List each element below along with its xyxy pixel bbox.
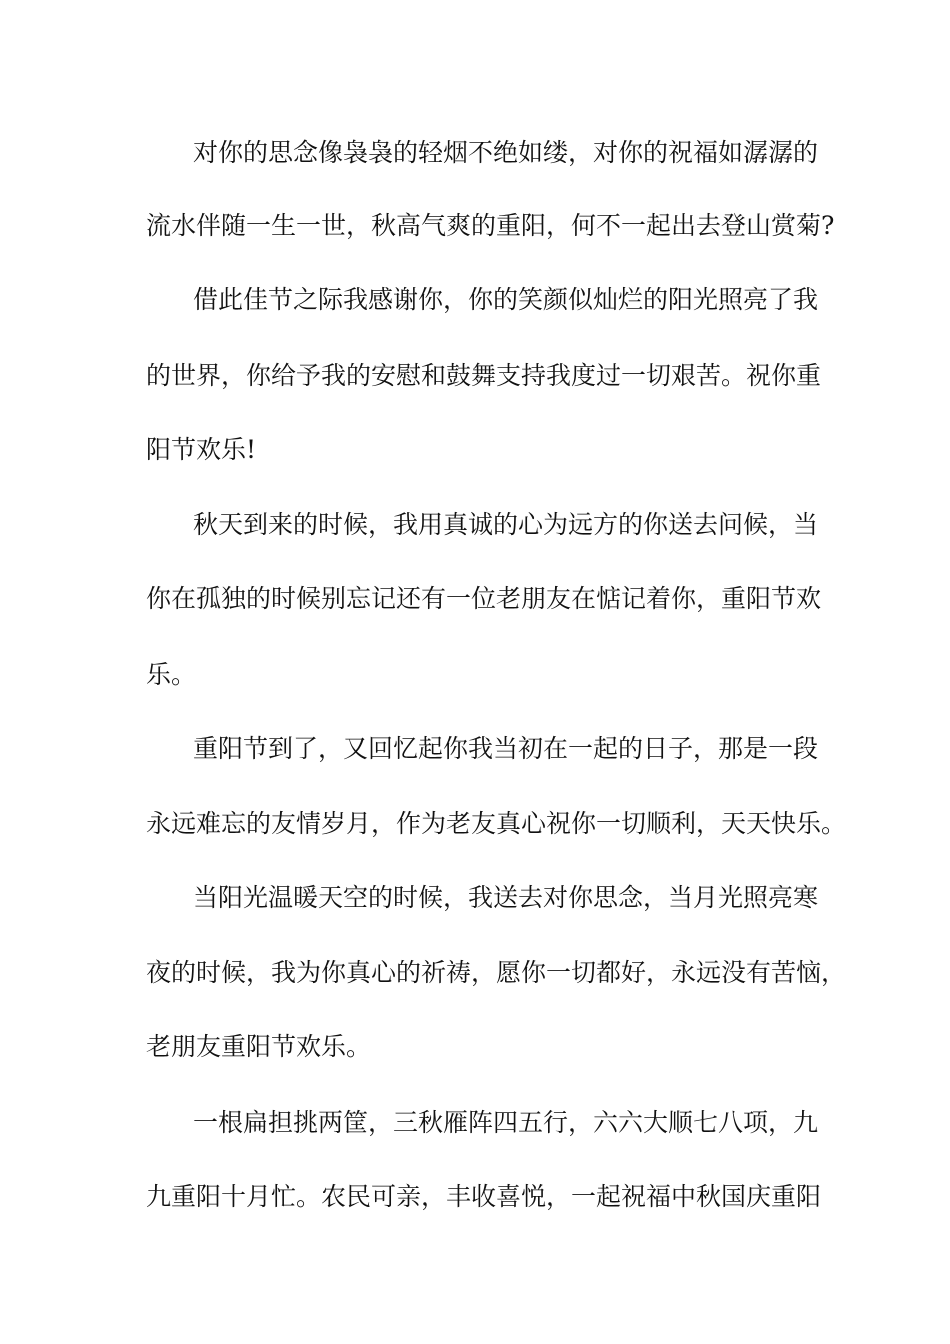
paragraph-5-line-3: 老朋友重阳节欢乐。 (146, 1032, 372, 1061)
paragraph-4-line-1: 重阳节到了，又回忆起你我当初在一起的日子，那是一段 (193, 734, 819, 763)
paragraph-3-line-2: 你在孤独的时候别忘记还有一位老朋友在惦记着你，重阳节欢 (146, 584, 822, 613)
paragraph-4-line-2: 永远难忘的友情岁月，作为老友真心祝你一切顺利，天天快乐。 (146, 809, 847, 838)
paragraph-6-line-2: 九重阳十月忙。农民可亲，丰收喜悦，一起祝福中秋国庆重阳 (146, 1182, 822, 1211)
paragraph-1-line-1: 对你的思念像袅袅的轻烟不绝如缕，对你的祝福如潺潺的 (193, 138, 819, 167)
paragraph-2-line-1: 借此佳节之际我感谢你，你的笑颜似灿烂的阳光照亮了我 (193, 285, 819, 314)
paragraph-2-line-3: 阳节欢乐! (146, 435, 257, 464)
paragraph-3-line-1: 秋天到来的时候，我用真诚的心为远方的你送去问候，当 (193, 510, 819, 539)
paragraph-5-line-2: 夜的时候，我为你真心的祈祷，愿你一切都好，永远没有苦恼， (146, 958, 847, 987)
paragraph-6-line-1: 一根扁担挑两筐，三秋雁阵四五行，六六大顺七八项，九 (193, 1108, 819, 1137)
paragraph-2-line-2: 的世界，你给予我的安慰和鼓舞支持我度过一切艰苦。祝你重 (146, 361, 822, 390)
paragraph-1-line-2: 流水伴随一生一世，秋高气爽的重阳，何不一起出去登山赏菊? (146, 211, 835, 240)
paragraph-3-line-3: 乐。 (146, 660, 197, 689)
paragraph-5-line-1: 当阳光温暖天空的时候，我送去对你思念，当月光照亮寒 (193, 883, 819, 912)
